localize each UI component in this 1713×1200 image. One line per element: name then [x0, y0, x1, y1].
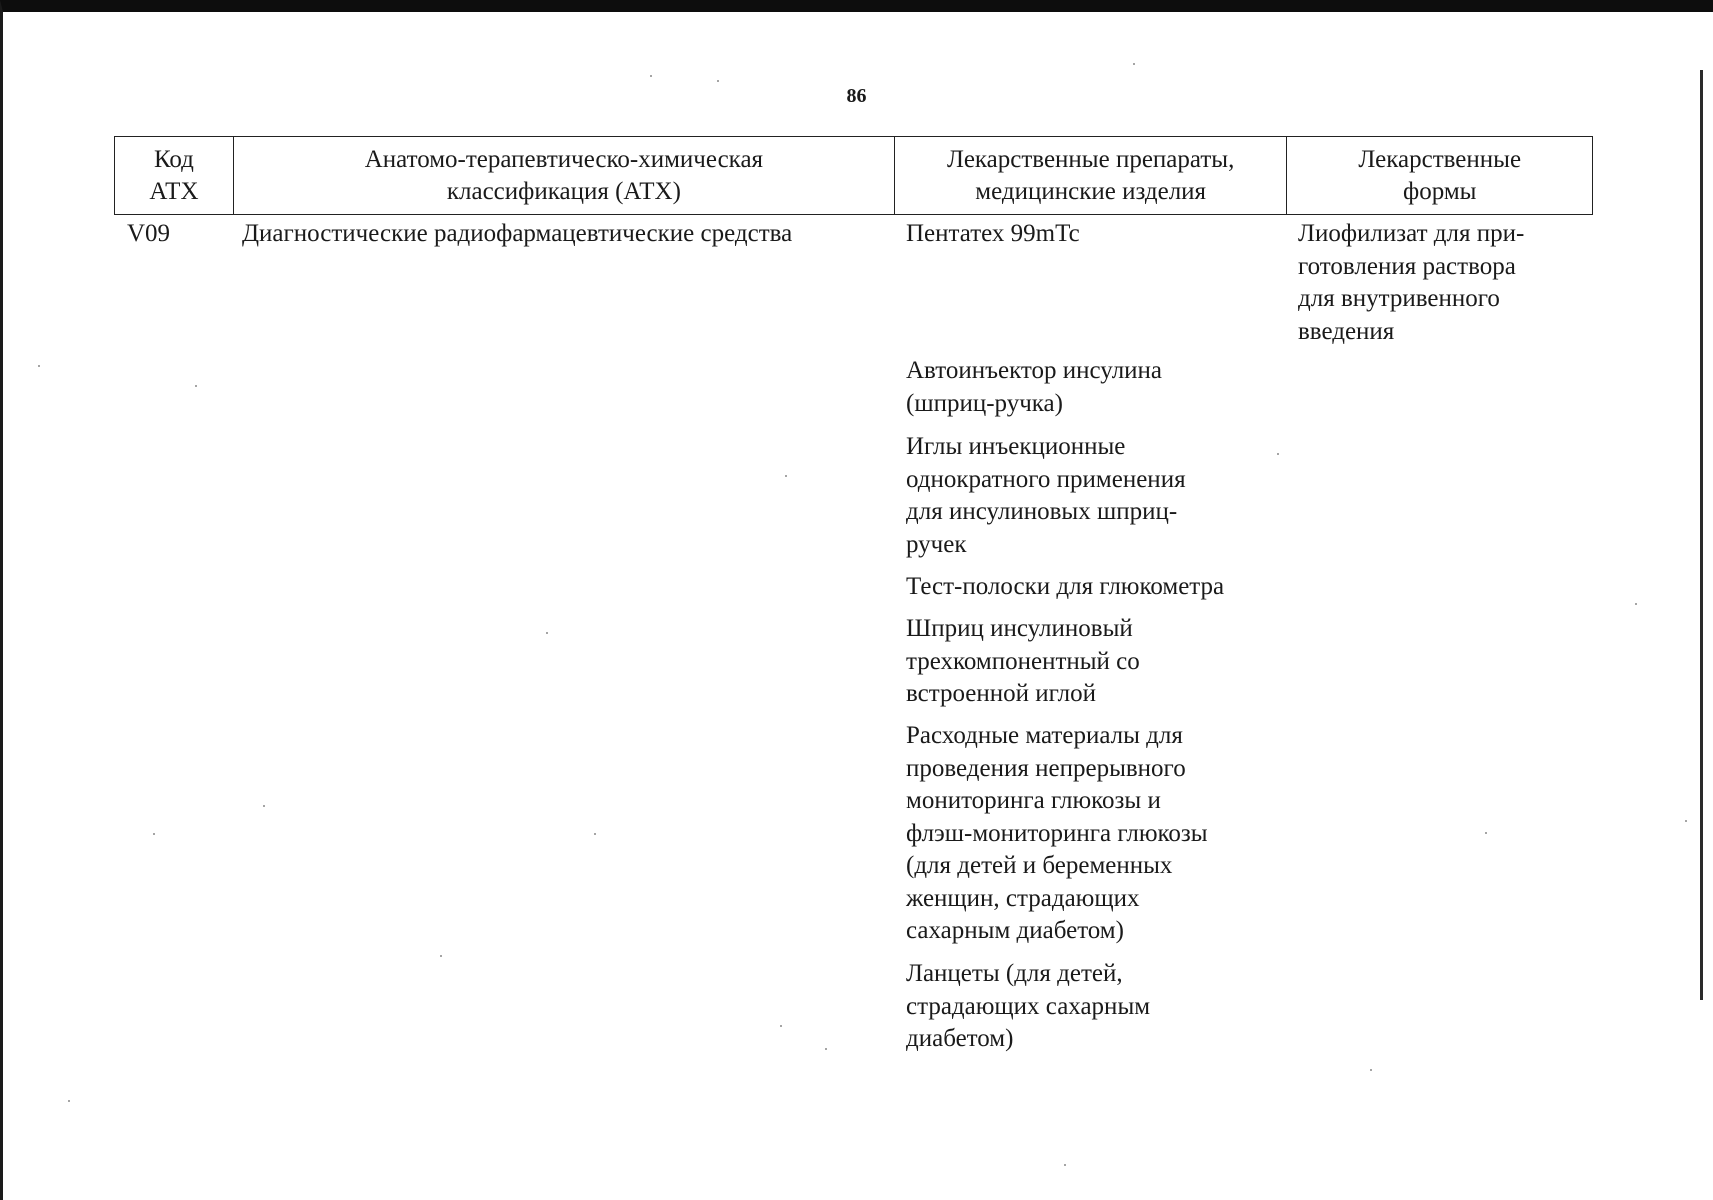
drug-line: Расходные материалы для	[906, 722, 1183, 749]
page-number: 86	[846, 85, 867, 107]
dosage-form-line: Лиофилизат для при-	[1298, 220, 1525, 247]
scan-right-edge	[1700, 70, 1703, 1000]
scan-speck	[440, 955, 442, 957]
dosage-form-line: введения	[1298, 317, 1395, 345]
drug-item-pentatech	[906, 218, 1080, 251]
drug-line: (для детей и беременных	[906, 852, 1173, 879]
dosage-form-line: для внутривенного	[1298, 285, 1500, 312]
drug-line: для инсулиновых шприц-	[906, 498, 1178, 525]
drug-item-injection-needles	[906, 431, 1186, 561]
drug-line: проведения непрерывного	[906, 754, 1186, 782]
drug-line: Шприц инсулиновый	[906, 615, 1133, 642]
drug-line: Автоинъектор инсулина	[906, 357, 1163, 384]
header-drugs-line: Лекарственные препараты,	[947, 145, 1235, 173]
scan-speck	[594, 833, 596, 835]
atc-classification: Диагностические радиофармацевтические средства	[242, 220, 793, 247]
header-code-cell	[115, 137, 234, 214]
scan-speck	[153, 833, 155, 835]
drug-line: встроенной иглой	[906, 680, 1096, 707]
drug-line: Пентатех 99mTc	[906, 220, 1080, 247]
header-drugs-cell	[895, 137, 1287, 214]
header-classification-line: классификация (АТХ)	[446, 177, 681, 205]
header-drugs-line: медицинские изделия	[975, 177, 1207, 205]
scan-speck	[546, 632, 548, 634]
drug-item-insulin-syringe	[906, 613, 1140, 711]
scan-speck	[780, 1025, 782, 1027]
header-classification-cell	[234, 137, 895, 214]
table-header	[114, 136, 1593, 215]
scan-speck	[68, 1100, 70, 1102]
header-forms-line: Лекарственные	[1358, 145, 1522, 173]
drug-item-glucose-monitoring-supplies	[906, 720, 1208, 948]
drug-line: Ланцеты (для детей,	[906, 960, 1123, 987]
drug-item-lancets	[906, 958, 1150, 1056]
scan-speck	[1485, 832, 1487, 834]
scan-speck	[1277, 453, 1279, 455]
header-classification-line: Анатомо-терапевтическо-химическая	[364, 145, 764, 173]
drug-line: женщин, страдающих	[906, 884, 1140, 912]
scan-speck	[717, 80, 719, 82]
drug-item-insulin-autoinjector	[906, 355, 1162, 420]
scan-speck	[38, 365, 40, 367]
drug-item-test-strips	[906, 571, 1224, 604]
scan-speck	[1635, 603, 1637, 605]
scan-speck	[825, 1048, 827, 1050]
header-code-line: АТХ	[149, 177, 199, 205]
drug-line: Иглы инъекционные	[906, 433, 1126, 460]
scan-speck	[785, 475, 787, 477]
drug-line: диабетом)	[906, 1025, 1014, 1052]
header-code-line: Код	[153, 145, 194, 173]
drug-line: флэш-мониторинга глюкозы	[906, 819, 1208, 847]
drug-line: мониторинга глюкозы и	[906, 787, 1161, 814]
scan-speck	[1064, 1164, 1066, 1166]
drug-line: сахарным диабетом)	[906, 917, 1124, 944]
drug-line: Тест-полоски для глюкометра	[906, 573, 1225, 600]
dosage-form	[1298, 218, 1588, 348]
drug-line: однократного применения	[906, 465, 1186, 493]
drug-line: трехкомпонентный со	[906, 647, 1140, 675]
header-forms-line: формы	[1403, 177, 1477, 205]
scan-speck	[1370, 1069, 1372, 1071]
drug-line: страдающих сахарным	[906, 992, 1151, 1020]
scan-speck	[263, 805, 265, 807]
scan-speck	[1685, 820, 1687, 822]
drug-line: ручек	[906, 530, 967, 558]
dosage-form-line: готовления раствора	[1298, 252, 1516, 280]
scan-speck	[650, 75, 652, 77]
scan-speck	[195, 385, 197, 387]
scan-speck	[1133, 63, 1135, 65]
atc-code: V09	[127, 220, 171, 247]
drug-line: (шприц-ручка)	[906, 389, 1063, 417]
header-forms-cell	[1287, 137, 1592, 214]
